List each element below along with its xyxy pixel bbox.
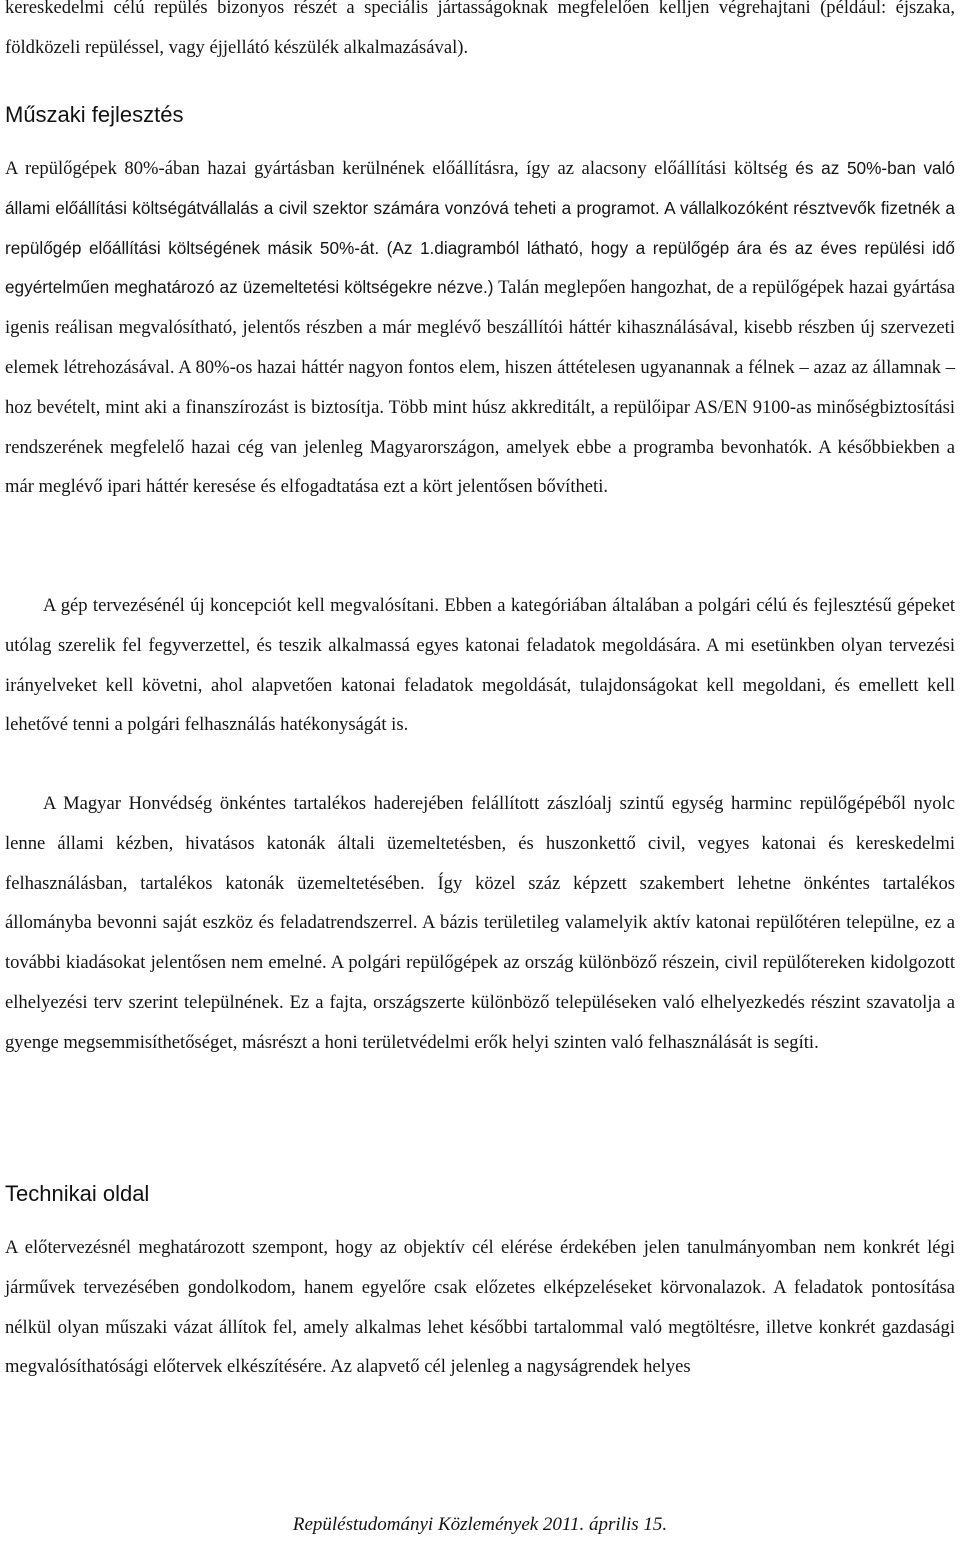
paragraph-text-sans: A vállalkozóként résztvevők fizetnék a repülőgép előállítási költségének másik 50%-át. (Az 1.diagramból látható, hogy a repülőgép ára és az éves repülési idő egyértelműen meghatározó az üzemeltetési költségekre nézve.) bbox=[5, 197, 955, 298]
body-paragraph-1 bbox=[5, 149, 955, 507]
paragraph-text-sans: és az 50%-ban való állami előállítási költségátvállalás a civil szektor számára vonzóvá teheti a programot. bbox=[5, 158, 955, 218]
section-heading-muszaki-fejlesztes: Műszaki fejlesztés bbox=[5, 102, 184, 127]
intro-paragraph: kereskedelmi célú repülés bizonyos részét a speciális jártasságoknak megfelelően kelljen végrehajtani (például: éjszaka, földközeli repüléssel, vagy éjjellátó készülék alkalmazásával). bbox=[5, 0, 955, 58]
paragraph-text: Talán meglepően hangozhat, de a repülőgépek hazai gyártása igenis reálisan megvalósítható, jelentős részben a már meglévő beszállítói háttér kihasználásával, kisebb részben új szervezeti elemek létrehozásával. A 80%-os hazai háttér nagyon fontos elem, hiszen áttételesen ugyanannak a félnek – azaz az államnak – hoz bevételt, mint aki a finanszírozást is biztosítja. Több mint húsz akkreditált, a repülőipar AS/EN 9100-as minőségbiztosítási rendszerének megfelelő hazai cég van jelenleg Magyarországon, amelyek ebbe a programba bevonhatók. A későbbiekben a már meglévő ipari háttér keresése és elfogadtatása ezt a kört jelentősen bővítheti. bbox=[5, 277, 956, 498]
body-paragraph-3: A Magyar Honvédség önkéntes tartalékos haderejében felállított zászlóalj szintű egység harminc repülőgépéből nyolc lenne állami kézben, hivatásos katonák általi üzemeltetésben, és huszonkettő civil, vegyes katonai és kereskedelmi felhasználásban, tartalékos katonák üzemeltetésében. Így közel száz képzett szakembert lehetne önkéntes tartalékos állományba bevonni saját eszköz és feladatrendszerrel. A bázis területileg valamelyik aktív katonai repülőtéren települne, ez a további kiadásokat jelentősen nem emelné. A polgári repülőgépek az ország különböző részein, civil repülőtereken kidolgozott elhelyezési terv szerint települnének. Ez a fajta, országszerte különböző településeken való elhelyezkedés részint szavatolja a gyenge megsemmisíthetőséget, másrészt a honi területvédelmi erők helyi szinten való felhasználását is segíti. bbox=[5, 793, 955, 1053]
section-heading-technikai-oldal: Technikai oldal bbox=[5, 1181, 150, 1206]
body-paragraph-4: A előtervezésnél meghatározott szempont, hogy az objektív cél elérése érdekében jelen tanulmányomban nem konkrét légi járművek tervezésében gondolkodom, hanem egyelőre csak előzetes elképzeléseket körvonalazok. A feladatok pontosítása nélkül olyan műszaki vázat állítok fel, amely alkalmas lehet későbbi tartalommal való megtöltésre, illetve konkrét gazdasági megvalósíthatósági előtervek elkészítésére. Az alapvető cél jelenleg a nagyságrendek helyes bbox=[5, 1237, 955, 1378]
page-footer: Repüléstudományi Közlemények 2011. április 15. bbox=[292, 1514, 668, 1535]
paragraph-text: A repülőgépek 80%-ában hazai gyártásban kerülnének előállításra, így az alacsony előállítási költség bbox=[5, 158, 796, 179]
body-paragraph-2: A gép tervezésénél új koncepciót kell megvalósítani. Ebben a kategóriában általában a polgári célú és fejlesztésű gépeket utólag szerelik fel fegyverzettel, és teszik alkalmassá egyes katonai feladatok megoldására. A mi esetünkben olyan tervezési irányelveket kell követni, ahol alapvetően katonai feladatok megoldását, tulajdonságokat kell megoldani, és emellett kell lehetővé tenni a polgári felhasználás hatékonyságát is. bbox=[5, 595, 955, 736]
